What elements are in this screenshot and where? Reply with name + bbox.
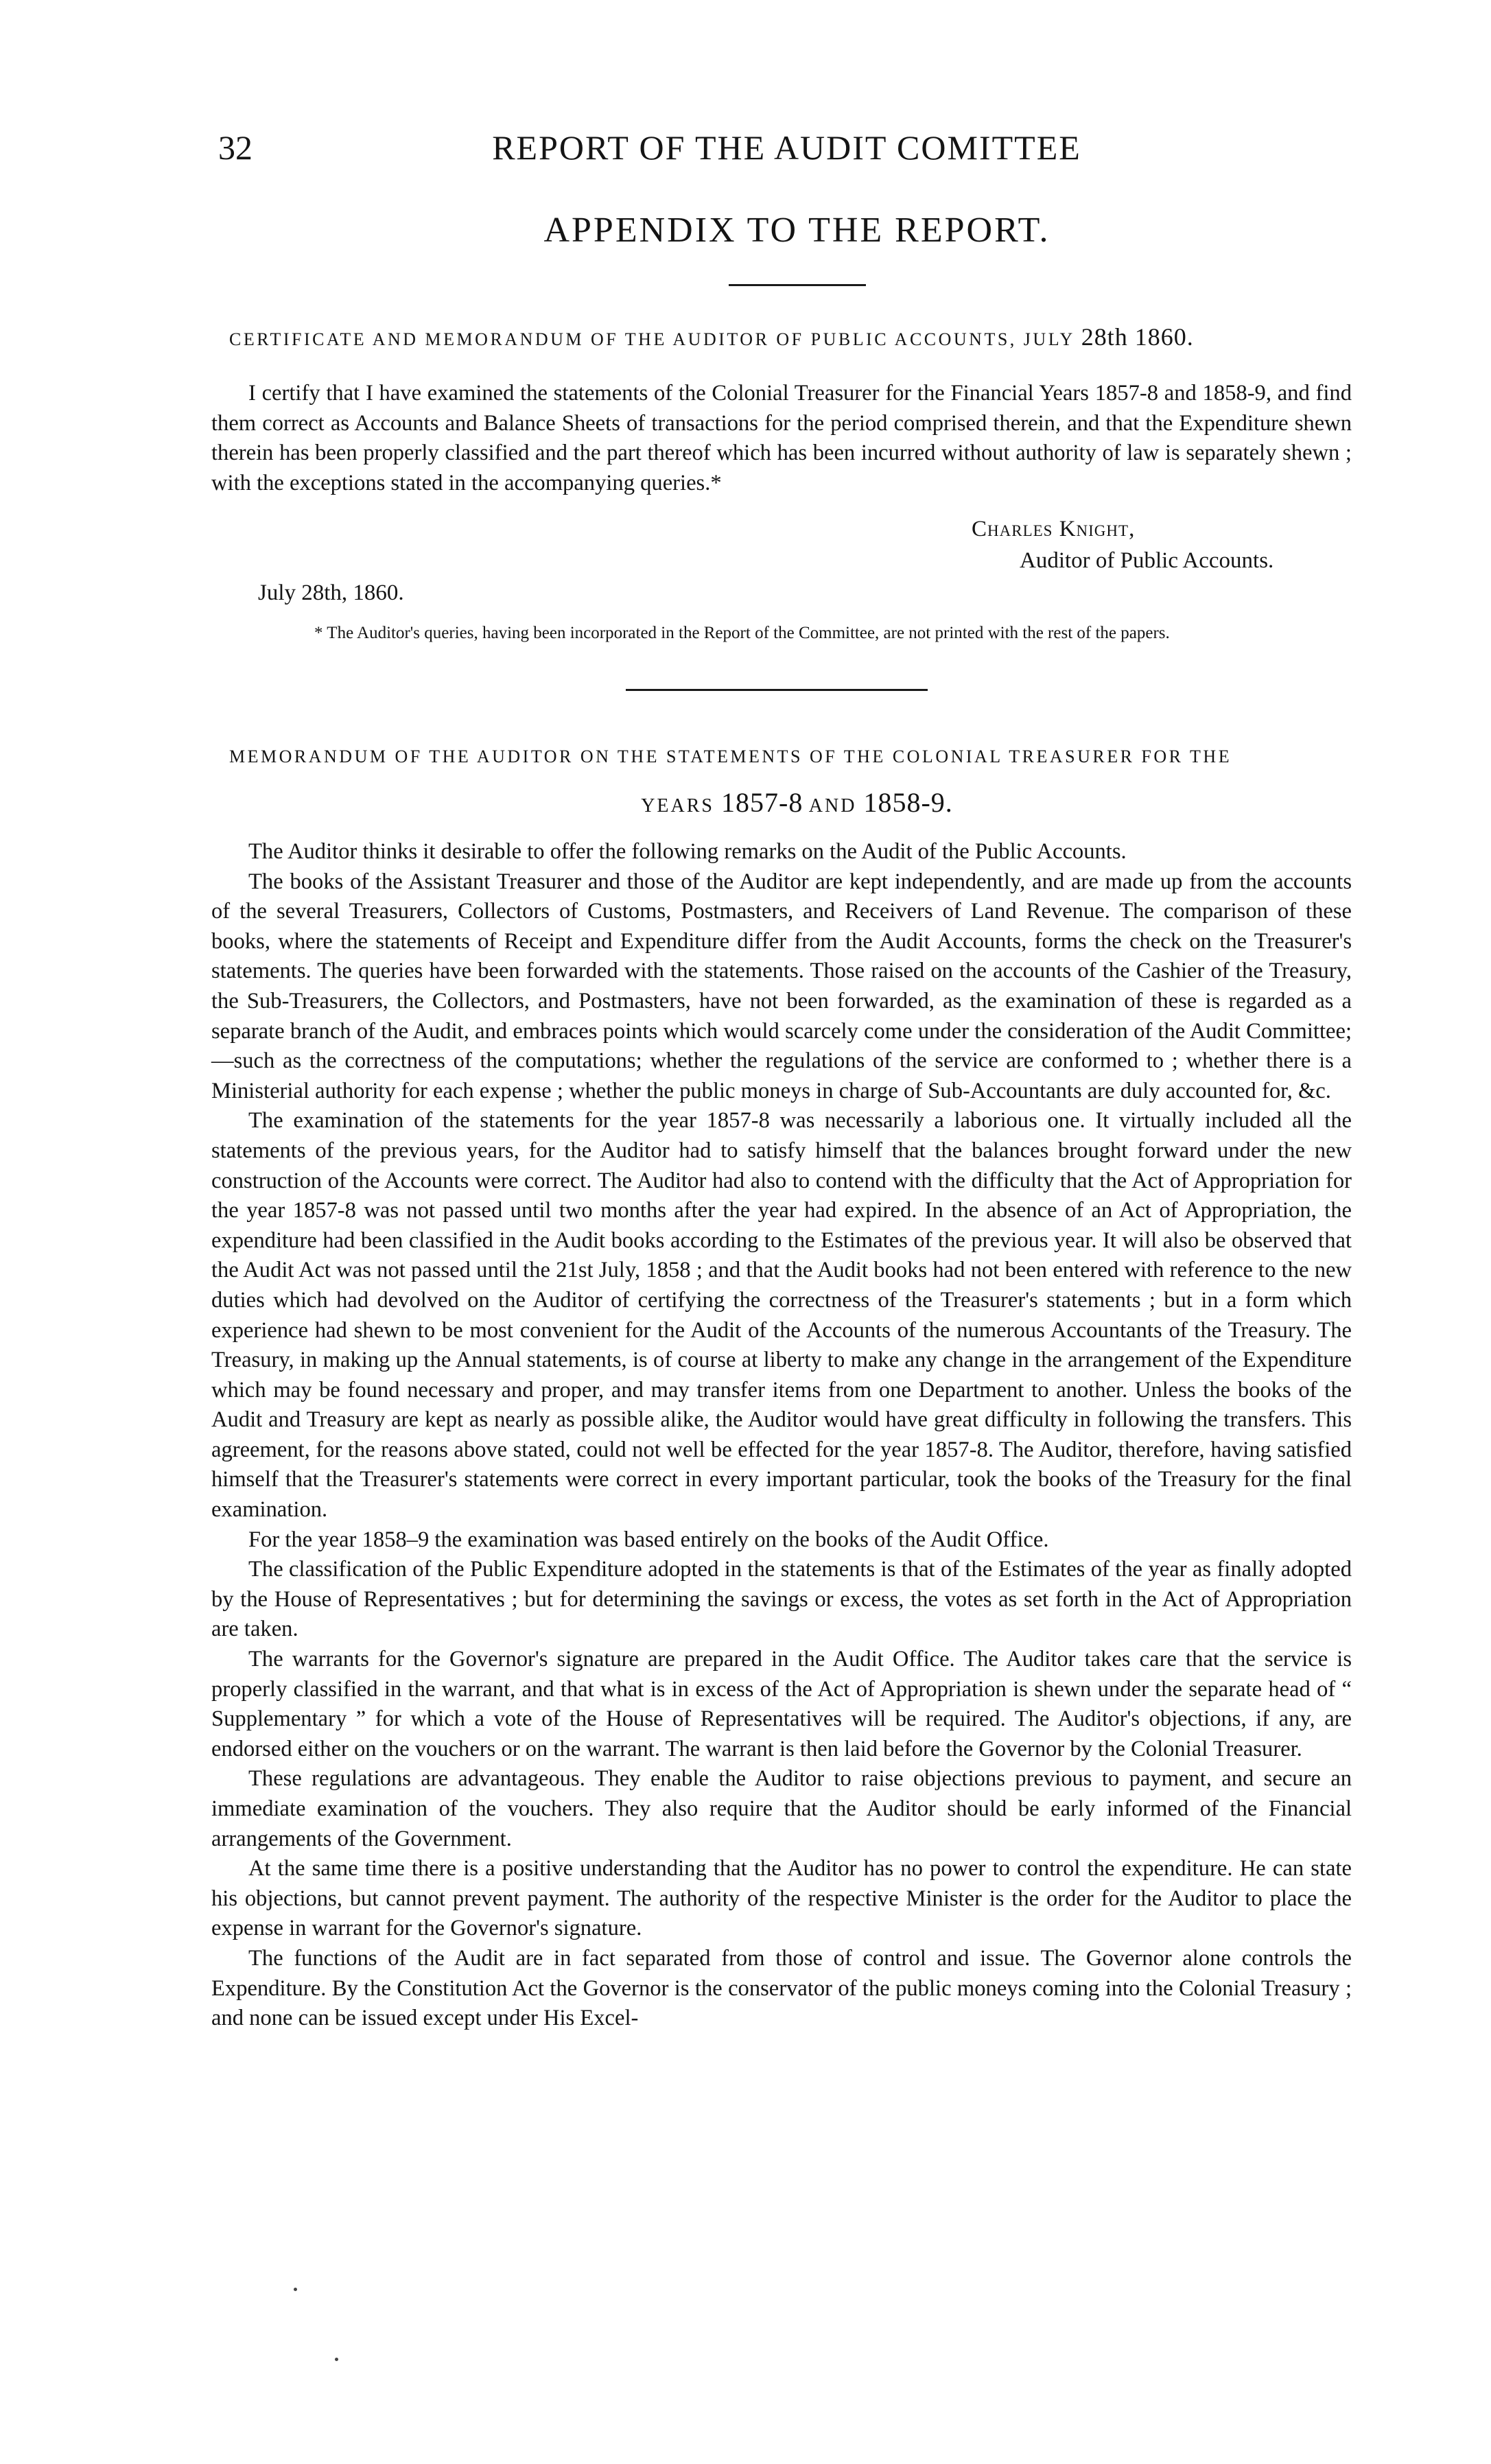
footnote: * The Auditor's queries, having been incorporated in the Report of the Committee, are not printed with the rest of the papers. [314, 624, 1170, 642]
memo-paragraph: These regulations are advantageous. They enable the Auditor to raise objections previous to payment, and secure an immediate examination of the vouchers. They also require that the Auditor should be early informed of the Financial arrangements of the Government. [211, 1766, 1352, 1851]
page-number: 32 [218, 128, 253, 167]
signature-block [972, 513, 1273, 576]
memo-paragraph: The functions of the Audit are in fact separated from those of control and issue. The Governor alone controls the Expenditure. By the Constitution Act the Governor is the conservator of the public moneys coming into the Colonial Treasury ; and none can be issued except under His Excel- [211, 1945, 1352, 2031]
title-divider [729, 284, 866, 286]
memo-paragraph: For the year 1858–9 the examination was based entirely on the books of the Audit Office. [248, 1527, 1049, 1552]
appendix-title: APPENDIX TO THE REPORT. [543, 211, 1050, 250]
memorandum-heading: MEMORANDUM OF THE AUDITOR ON THE STATEMENTS OF THE COLONIAL TREASURER FOR THE [229, 747, 1232, 766]
memo-paragraph: The Auditor thinks it desirable to offer the following remarks on the Audit of the Public Accounts. [248, 839, 1127, 864]
subheading-year-1: 1857-8 [721, 787, 803, 818]
signature-name: Charles Knight, [972, 517, 1136, 541]
memo-paragraph: The warrants for the Governor's signature are prepared in the Audit Office. The Auditor takes care that the service is properly classified in the warrant, and that what is in excess of the Act of Appropriation is shewn under the separate head of “ Supplementary ” for which a vote of the House of Representatives will be required. The Auditor's objections, if any, are endorsed either on the vouchers or on the warrant. The warrant is then laid before the Governor by the Colonial Treasurer. [211, 1647, 1352, 1761]
certificate-heading-text: CERTIFICATE AND MEMORANDUM OF THE AUDITOR OF PUBLIC ACCOUNTS, JULY [229, 329, 1075, 349]
memo-paragraph: The classification of the Public Expenditure adopted in the statements is that of the Estimates of the year as finally adopted by the House of Representatives ; but for determining the savings or excess, the votes as set forth in the Act of Appropriation are taken. [211, 1557, 1352, 1642]
certificate-heading-date: 28th 1860. [1081, 323, 1194, 351]
certificate-date: July 28th, 1860. [258, 580, 404, 605]
memo-paragraph: The books of the Assistant Treasurer and those of the Auditor are kept independently, and are made up from the accounts of the several Treasurers, Collectors of Customs, Postmasters, and Receivers of Land Revenue. The comparison of these books, where the statements of Receipt and Expenditure differ from the Audit Accounts, forms the check on the Treasurer's statements. The queries have been forwarded with the statements. Those raised on the accounts of the Cashier of the Treasury, the Sub-Treasurers, the Collectors, and Postmasters, have not been forwarded, as the examination of these is regarded as a separate branch of the Audit, and embraces points which would scarcely come under the consideration of the Audit Committee;—such as the correctness of the computations; whether the regulations of the service are conformed to ; whether there is a Ministerial authority for each expense ; whether the public moneys in charge of Sub-Accountants are duly accounted for, &c. [211, 869, 1352, 1103]
section-divider [626, 689, 928, 691]
ink-speck [335, 2358, 338, 2361]
certificate-paragraph: I certify that I have examined the statements of the Colonial Treasurer for the Financial Years 1857-8 and 1858-9, and find them correct as Accounts and Balance Sheets of transactions for the period comprised therein, and that the Expenditure shewn therein has been properly classified and the part thereof which has been incurred without authority of law is separately shewn ; with the exceptions stated in the accompanying queries.* [211, 381, 1352, 495]
subheading-and: AND [808, 795, 857, 817]
signature-title: Auditor of Public Accounts. [1020, 548, 1274, 573]
memorandum-subheading [0, 786, 1491, 819]
ink-speck [294, 2288, 297, 2291]
subheading-year-2: 1858-9. [863, 787, 953, 818]
memo-paragraph: The examination of the statements for the year 1857-8 was necessarily a laborious one. It virtually included all the statements of the previous years, for the Auditor had to satisfy himself that the balances brought forward under the new construction of the Accounts were correct. The Auditor had also to contend with the difficulty that the Act of Appropriation for the year 1857-8 was not passed until two months after the year had expired. In the absence of an Act of Appropriation, the expenditure had been classified in the Audit books according to the Estimates of the previous year. It will also be observed that the Audit Act was not passed until the 21st July, 1858 ; and that the Audit books had not been entered with reference to the new duties which had devolved on the Auditor of certifying the correctness of the Treasurer's statements ; but in a form which experience had shewn to be most convenient for the Audit of the Accounts of the numerous Accountants of the Treasury. The Treasury, in making up the Annual statements, is of course at liberty to make any change in the arrangement of the Expenditure which may be found necessary and proper, and may transfer items from one Department to another. Unless the books of the Audit and Treasury are kept as nearly as possible alike, the Auditor would have great difficulty in following the transfers. This agreement, for the reasons above stated, could not well be effected for the year 1857-8. The Auditor, therefore, having satisfied himself that the Treasurer's statements were correct in every important particular, took the books of the Treasury for the final examination. [211, 1108, 1352, 1523]
running-title: REPORT OF THE AUDIT COMITTEE [492, 128, 1081, 167]
certificate-heading [229, 322, 1354, 351]
memo-paragraph: At the same time there is a positive understanding that the Auditor has no power to control the expenditure. He can state his objections, but cannot prevent payment. The authority of the respective Minister is the order for the Auditor to place the expense in warrant for the Governor's signature. [211, 1856, 1352, 1941]
subheading-prefix: YEARS [641, 795, 714, 817]
certificate-body [211, 379, 1352, 498]
memorandum-body [211, 837, 1352, 2034]
